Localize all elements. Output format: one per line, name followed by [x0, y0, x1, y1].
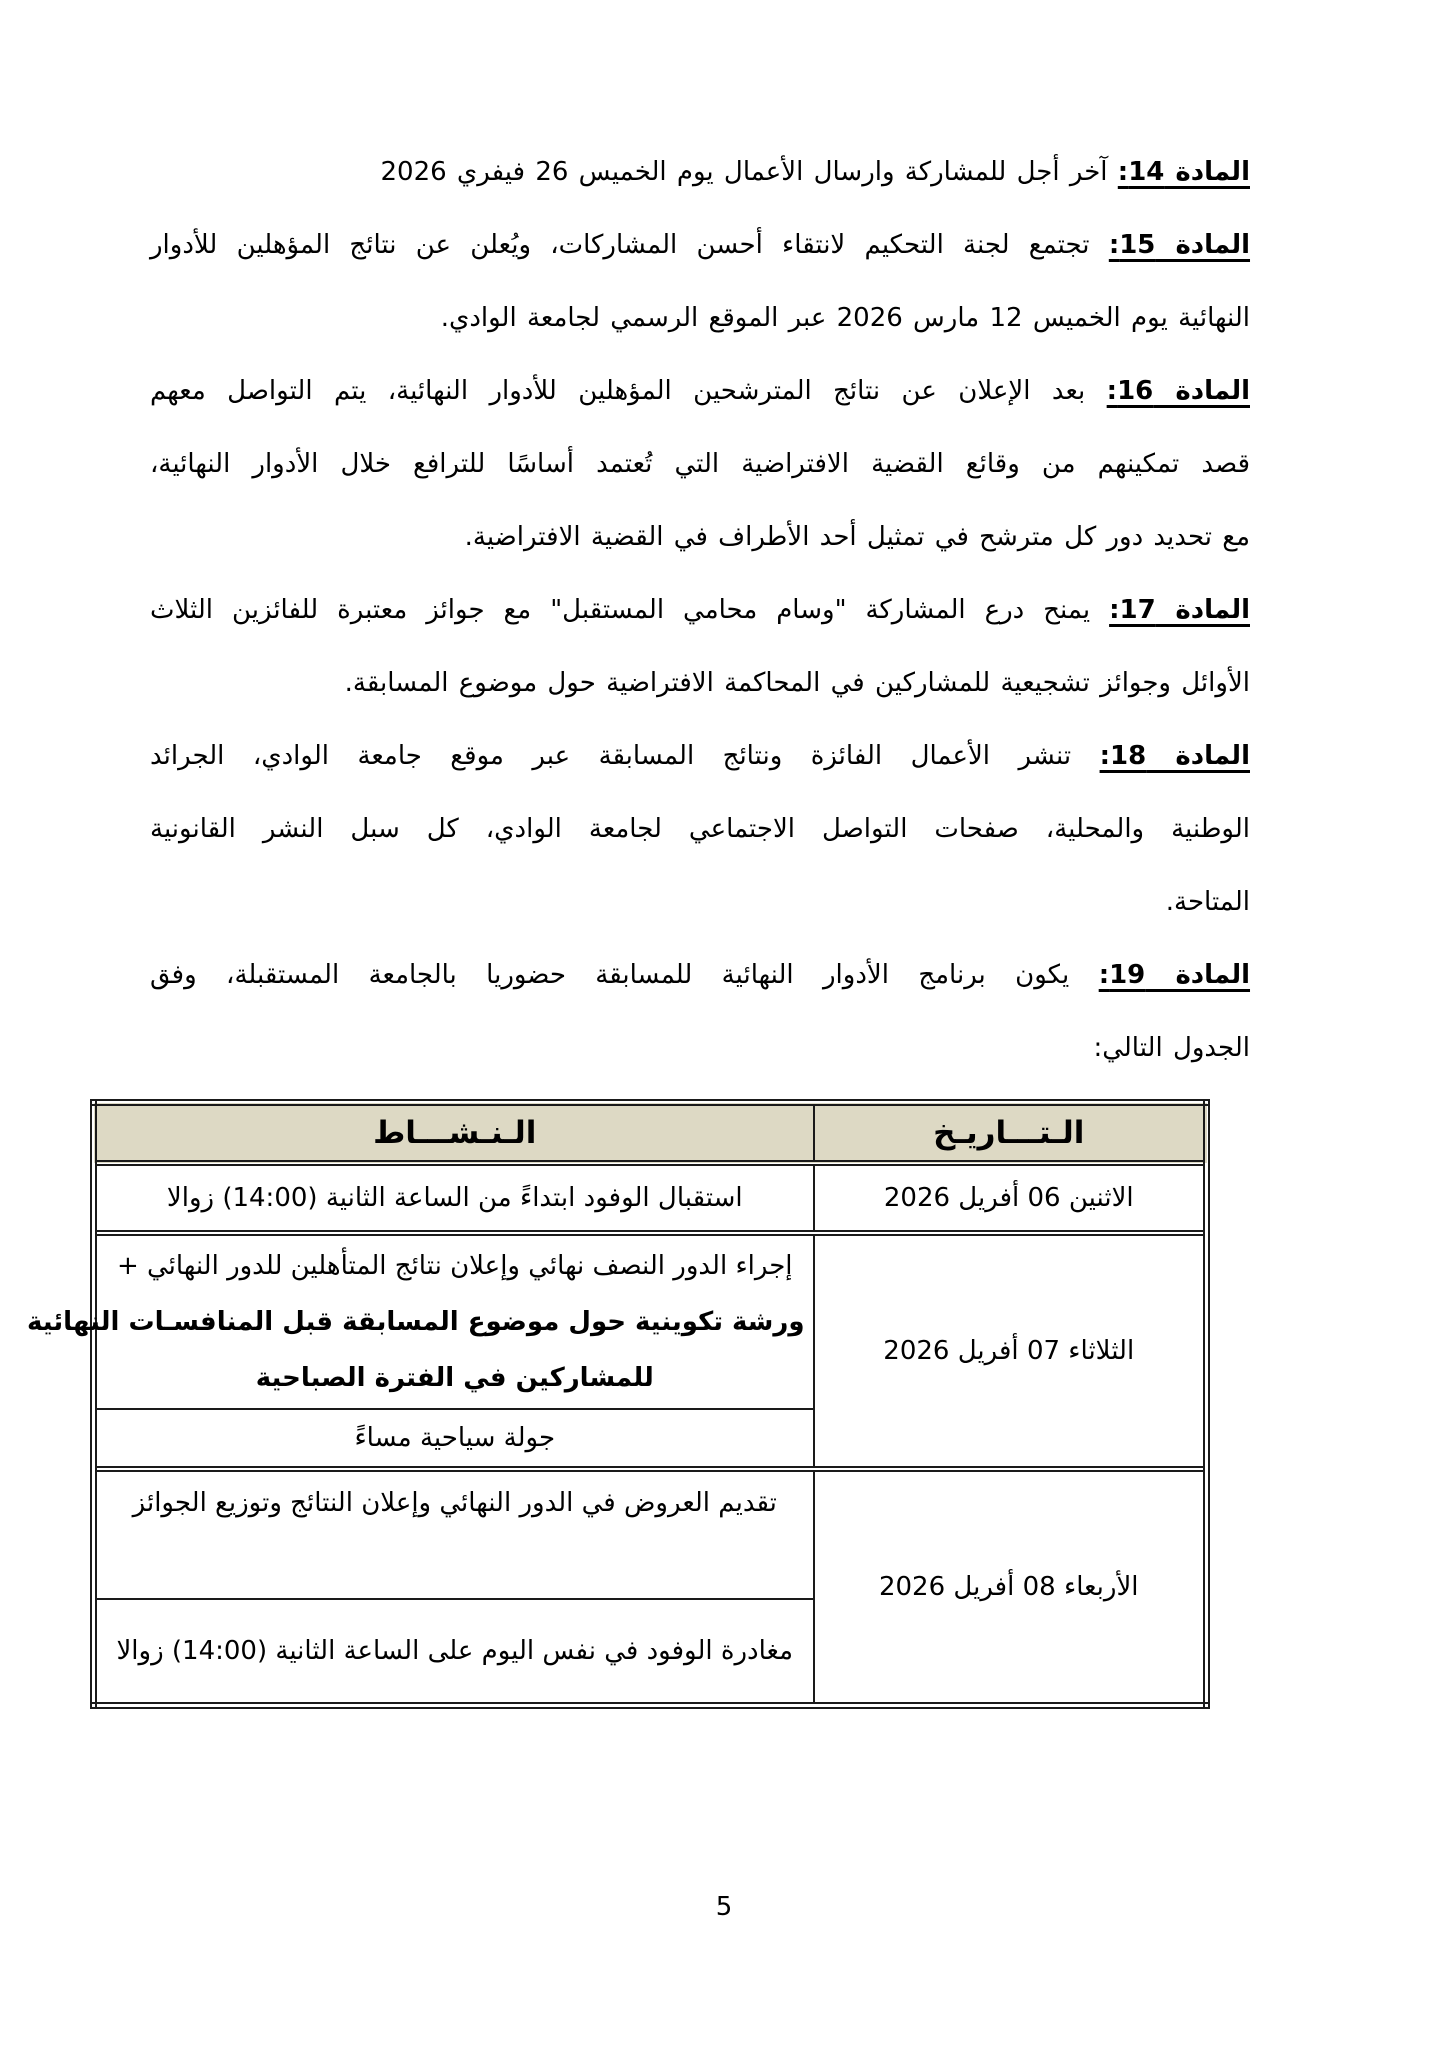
- article-19-text: يكون برنامج الأدوار النهائية للمسابقة حضوريا بالجامعة المستقبلة، وفق: [150, 960, 1070, 990]
- article-18-line-3: المتاحة.: [1165, 887, 1250, 917]
- schedule-row-monday: [94, 1163, 1207, 1233]
- article-19: [150, 939, 1250, 1085]
- article-15-text: تجتمع لجنة التحكيم لانتقاء أحسن المشاركات، ويُعلن عن نتائج المؤهلين للأدوار: [150, 230, 1090, 260]
- article-14-line-1: [150, 136, 1250, 209]
- page-number: 5: [715, 1892, 733, 1922]
- article-15-line-2: النهائية يوم الخميس 12 مارس 2026 عبر الموقع الرسمي لجامعة الوادي.: [440, 303, 1250, 333]
- schedule-row-tuesday-morning: [94, 1233, 1207, 1409]
- article-17-line-2: الأوائل وجوائز تشجيعية للمشاركين في المحاكمة الافتراضية حول موضوع المسابقة.: [344, 668, 1250, 698]
- activity-cell-arrival: استقبال الوفود ابتداءً من الساعة الثانية (14:00) زوالا: [94, 1163, 814, 1233]
- article-15-label: المادة 15:: [1108, 230, 1251, 260]
- article-14: [150, 136, 1250, 209]
- date-cell-tuesday: الثلاثاء 07 أفريل 2026: [814, 1233, 1207, 1469]
- activity-line-semifinal: إجراء الدور النصف نهائي وإعلان نتائج المتأهلين للدور النهائي +: [116, 1251, 793, 1281]
- article-18-line-1: [150, 720, 1250, 793]
- article-14-text: آخر أجل للمشاركة وارسال الأعمال يوم الخميس 26 فيفري 2026: [380, 157, 1108, 187]
- article-16-label: المادة 16:: [1106, 376, 1250, 406]
- article-16-line-2: قصد تمكينهم من وقائع القضية الافتراضية التي تُعتمد أساسًا للترافع خلال الأدوار النهائية،: [150, 449, 1250, 479]
- article-14-label: المادة 14:: [1117, 157, 1250, 187]
- date-cell-wednesday: الأربعاء 08 أفريل 2026: [814, 1469, 1207, 1706]
- activity-line-participants-morning: للمشاركين في الفترة الصباحية: [255, 1363, 654, 1393]
- date-cell-monday: الاثنين 06 أفريل 2026: [814, 1163, 1207, 1233]
- article-16-line-1: [150, 355, 1250, 428]
- date-column-header: الـتـــاريـخ: [814, 1103, 1207, 1164]
- article-17-label: المادة 17:: [1109, 595, 1250, 625]
- article-18-line-2: الوطنية والمحلية، صفحات التواصل الاجتماعي لجامعة الوادي، كل سبل النشر القانونية: [150, 814, 1250, 844]
- schedule-header-row: [94, 1103, 1207, 1164]
- article-16: [150, 355, 1250, 574]
- article-15-line-1: [150, 209, 1250, 282]
- article-18-label: المادة 18:: [1099, 741, 1250, 771]
- article-16-text: بعد الإعلان عن نتائج المترشحين المؤهلين للأدوار النهائية، يتم التواصل معهم: [150, 376, 1086, 406]
- article-17-text: يمنح درع المشاركة "وسام محامي المستقبل" مع جوائز معتبرة للفائزين الثلاث: [150, 595, 1091, 625]
- article-19-label: المادة 19:: [1098, 960, 1251, 990]
- article-19-line-1: [150, 939, 1250, 1012]
- article-18: [150, 720, 1250, 939]
- activity-cell-semifinal-workshop: [27, 1233, 814, 1409]
- article-18-text: تنشر الأعمال الفائزة ونتائج المسابقة عبر موقع جامعة الوادي، الجرائد: [150, 741, 1072, 771]
- activity-cell-tour: جولة سياحية مساءً: [94, 1409, 814, 1469]
- article-16-line-3: مع تحديد دور كل مترشح في تمثيل أحد الأطراف في القضية الافتراضية.: [464, 522, 1250, 552]
- article-17: [150, 574, 1250, 720]
- document-body: [150, 136, 1250, 1085]
- activity-line-workshop: ورشة تكوينية حول موضوع المسابقة قبل المنافسـات النهائية: [27, 1307, 805, 1337]
- article-19-line-2: الجدول التالي:: [1093, 1033, 1250, 1063]
- schedule-table: [27, 1099, 1210, 1709]
- schedule-row-wednesday-final: [94, 1469, 1207, 1599]
- activity-cell-final-round: تقديم العروض في الدور النهائي وإعلان النتائج وتوزيع الجوائز: [94, 1469, 814, 1599]
- activity-cell-departure: مغادرة الوفود في نفس اليوم على الساعة الثانية (14:00) زوالا: [94, 1599, 814, 1706]
- activity-column-header: الـنـشـــاط: [94, 1103, 814, 1164]
- article-17-line-1: [150, 574, 1250, 647]
- article-15: [150, 209, 1250, 355]
